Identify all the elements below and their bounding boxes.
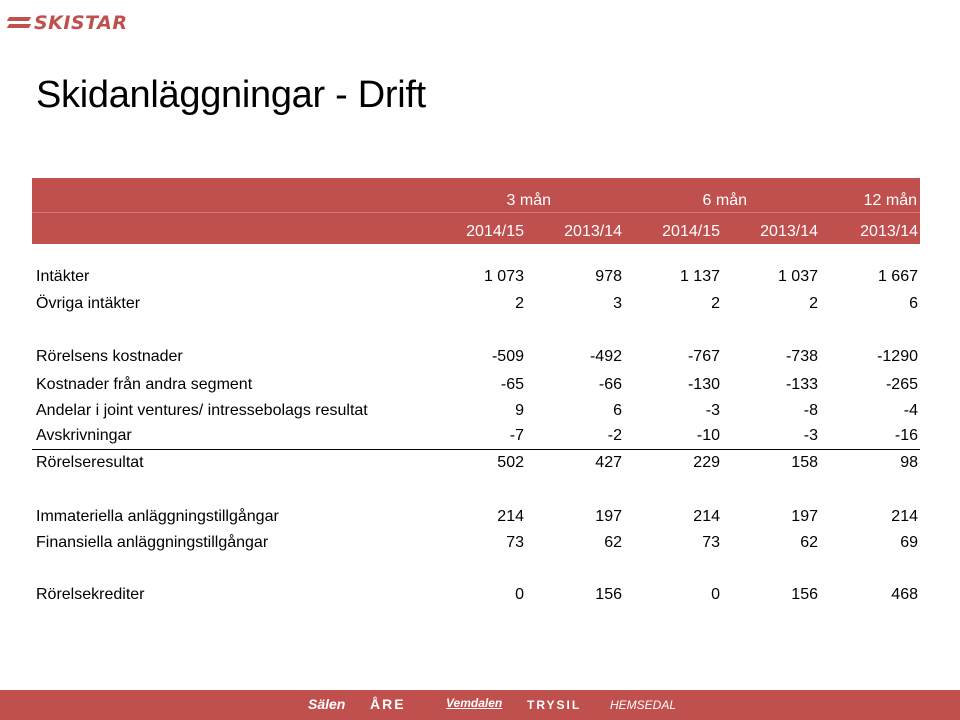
destination-logo-vemdalen: Vemdalen — [446, 696, 503, 710]
cell: -65 — [500, 376, 524, 393]
table-row — [32, 268, 920, 292]
cell: -3 — [803, 427, 818, 444]
cell: -130 — [687, 376, 720, 393]
year-header-3: 2014/15 — [662, 223, 720, 240]
row-label: Avskrivningar — [36, 427, 132, 444]
cell: 156 — [791, 586, 818, 603]
cell: 156 — [595, 586, 622, 603]
table-row — [32, 586, 920, 610]
cell: -16 — [894, 427, 918, 444]
subtotal-rule — [32, 449, 920, 450]
period-header-3-man: 3 mån — [506, 192, 551, 209]
row-label: Övriga intäkter — [36, 295, 141, 312]
table-row — [32, 454, 920, 478]
period-header-6-man: 6 mån — [702, 192, 747, 209]
cell: 468 — [891, 586, 918, 603]
skistar-logo — [8, 10, 127, 36]
cell: -8 — [803, 402, 818, 419]
cell: 214 — [693, 508, 720, 525]
cell: -10 — [696, 427, 720, 444]
cell: 98 — [900, 454, 918, 471]
cell: -1290 — [877, 348, 918, 365]
skistar-logo-mark-icon — [8, 16, 30, 30]
cell: 978 — [595, 268, 622, 285]
table-row — [32, 402, 920, 426]
cell: 502 — [497, 454, 524, 471]
cell: 1 667 — [877, 268, 918, 285]
row-label: Andelar i joint ventures/ intressebolags resultat — [36, 402, 368, 419]
destination-logo-salen: Sälen — [308, 696, 346, 712]
cell: 1 073 — [483, 268, 524, 285]
cell: 2 — [809, 295, 818, 312]
page-title: Skidanläggningar - Drift — [36, 74, 426, 116]
cell: 2 — [515, 295, 524, 312]
cell: 62 — [604, 534, 622, 551]
cell: 9 — [515, 402, 524, 419]
cell: -133 — [785, 376, 818, 393]
cell: -2 — [607, 427, 622, 444]
cell: 6 — [909, 295, 918, 312]
row-label: Kostnader från andra segment — [36, 376, 253, 393]
cell: 158 — [791, 454, 818, 471]
cell: -66 — [598, 376, 622, 393]
cell: 214 — [497, 508, 524, 525]
period-header-12-man: 12 mån — [863, 192, 917, 209]
table-row — [32, 508, 920, 532]
row-label: Immateriella anläggningstillgångar — [36, 508, 279, 525]
cell: 73 — [702, 534, 720, 551]
skistar-logo-text: SKISTAR — [34, 12, 128, 34]
table-row — [32, 534, 920, 558]
cell: 197 — [595, 508, 622, 525]
cell: 197 — [791, 508, 818, 525]
cell: -4 — [903, 402, 918, 419]
cell: -3 — [705, 402, 720, 419]
year-header-1: 2014/15 — [466, 223, 524, 240]
row-label: Rörelseresultat — [36, 454, 144, 471]
cell: -492 — [589, 348, 622, 365]
table-row — [32, 376, 920, 400]
footer-band — [0, 690, 960, 720]
table-row — [32, 295, 920, 319]
cell: -509 — [491, 348, 524, 365]
cell: 2 — [711, 295, 720, 312]
header-divider — [32, 212, 920, 213]
row-label: Finansiella anläggningstillgångar — [36, 534, 269, 551]
cell: 0 — [515, 586, 524, 603]
cell: 69 — [900, 534, 918, 551]
cell: 0 — [711, 586, 720, 603]
cell: 73 — [506, 534, 524, 551]
year-header-5: 2013/14 — [860, 223, 918, 240]
cell: -265 — [885, 376, 918, 393]
table-row — [32, 427, 920, 451]
cell: 427 — [595, 454, 622, 471]
cell: 62 — [800, 534, 818, 551]
cell: 1 137 — [679, 268, 720, 285]
cell: 1 037 — [777, 268, 818, 285]
destination-logo-hemsedal: HEMSEDAL — [610, 698, 677, 712]
year-header-4: 2013/14 — [760, 223, 818, 240]
cell: 229 — [693, 454, 720, 471]
cell: 214 — [891, 508, 918, 525]
row-label: Rörelsens kostnader — [36, 348, 183, 365]
destination-logo-are: ÅRE — [370, 696, 406, 712]
cell: 6 — [613, 402, 622, 419]
row-label: Rörelsekrediter — [36, 586, 145, 603]
year-header-2: 2013/14 — [564, 223, 622, 240]
cell: -7 — [509, 427, 524, 444]
row-label: Intäkter — [36, 268, 90, 285]
cell: -767 — [687, 348, 720, 365]
cell: -738 — [785, 348, 818, 365]
destination-logo-trysil: TRYSIL — [527, 698, 582, 712]
table-row — [32, 348, 920, 372]
cell: 3 — [613, 295, 622, 312]
